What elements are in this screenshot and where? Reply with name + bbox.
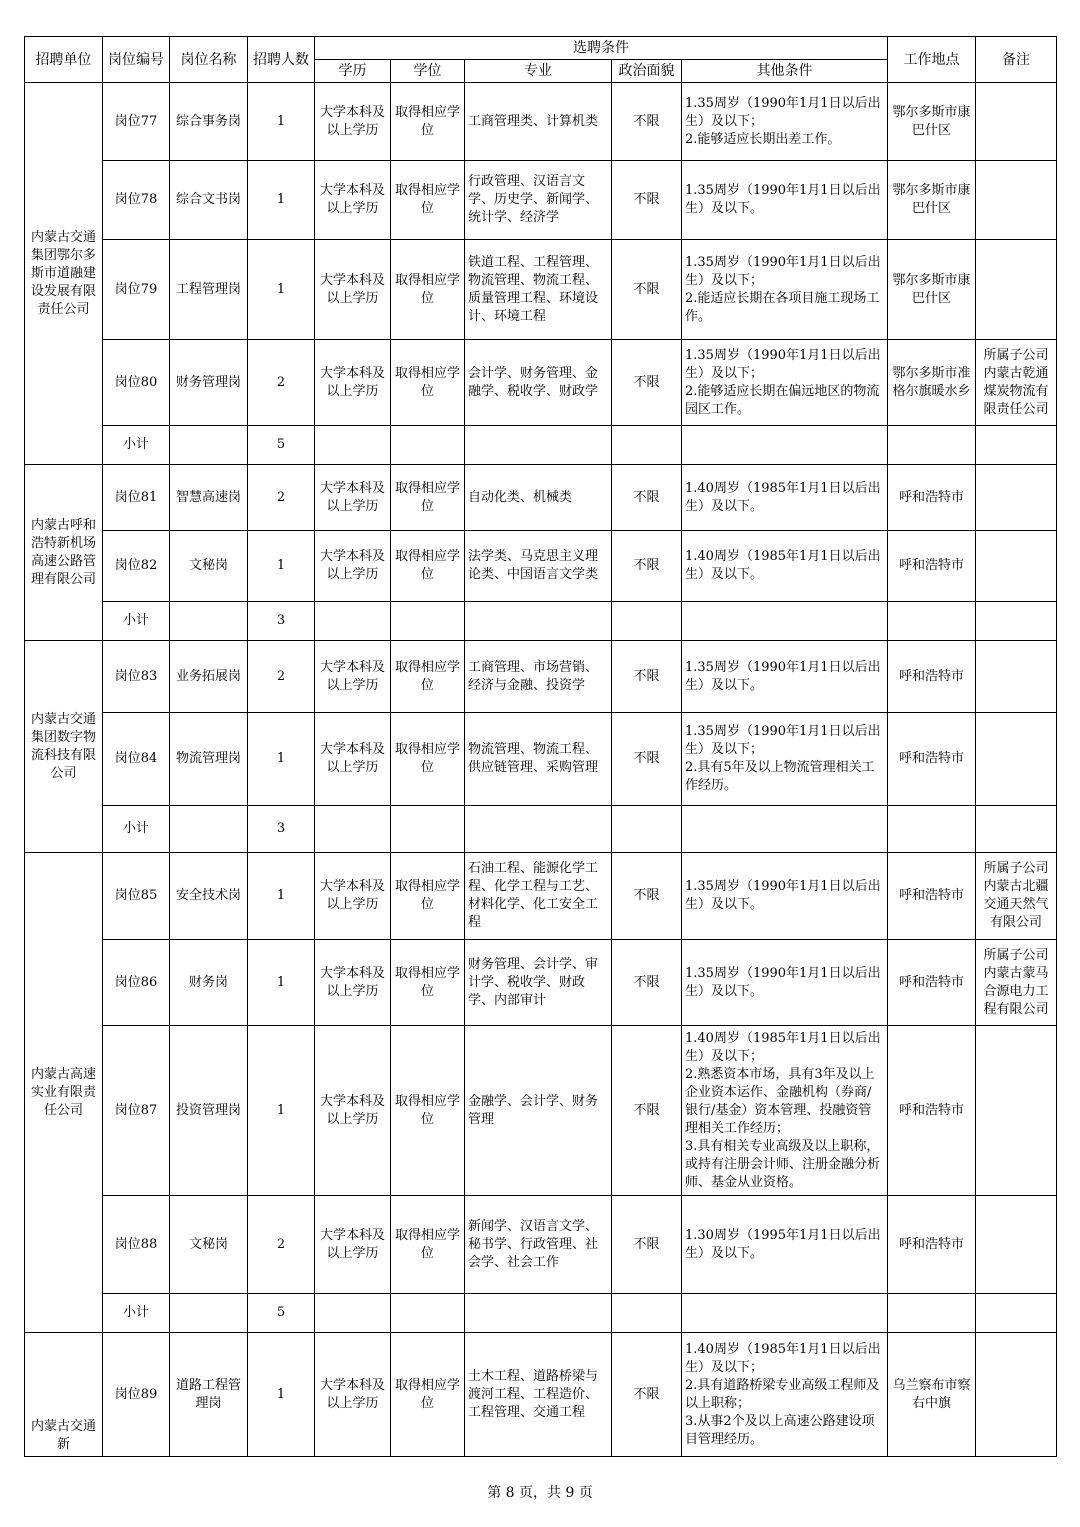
subtotal-row	[25, 426, 1057, 465]
empty-cell	[976, 1294, 1057, 1333]
recruit-count: 1	[248, 853, 315, 940]
other-conditions: 1.40周岁（1985年1月1日以后出生）及以下。	[682, 531, 888, 602]
table-row	[25, 641, 1057, 713]
header-major: 专业	[465, 60, 612, 83]
header-recruit-count: 招聘人数	[248, 37, 315, 83]
position-number: 岗位88	[103, 1196, 170, 1294]
major-requirement: 工商管理、市场营销、经济与金融、投资学	[465, 641, 612, 713]
empty-cell	[976, 602, 1057, 641]
remark	[976, 83, 1057, 161]
political-status: 不限	[612, 940, 682, 1026]
education-requirement: 大学本科及以上学历	[315, 83, 391, 161]
empty-cell	[465, 1294, 612, 1333]
work-location: 鄂尔多斯市准格尔旗暖水乡	[888, 340, 976, 426]
recruit-count: 1	[248, 531, 315, 602]
position-name: 安全技术岗	[170, 853, 248, 940]
header-selection-conditions: 选聘条件	[315, 37, 888, 60]
education-requirement: 大学本科及以上学历	[315, 531, 391, 602]
other-conditions: 1.35周岁（1990年1月1日以后出生）及以下。	[682, 853, 888, 940]
position-name: 综合事务岗	[170, 83, 248, 161]
table-row	[25, 531, 1057, 602]
degree-requirement: 取得相应学位	[391, 713, 465, 806]
empty-cell	[391, 602, 465, 641]
position-name: 工程管理岗	[170, 240, 248, 340]
empty-cell	[612, 426, 682, 465]
table-row	[25, 83, 1057, 161]
subtotal-count: 3	[248, 806, 315, 853]
education-requirement: 大学本科及以上学历	[315, 1333, 391, 1457]
header-work-location: 工作地点	[888, 37, 976, 83]
header-remark: 备注	[976, 37, 1057, 83]
position-name: 智慧高速岗	[170, 465, 248, 531]
subtotal-count: 5	[248, 1294, 315, 1333]
table-row	[25, 1026, 1057, 1196]
political-status: 不限	[612, 161, 682, 240]
work-location: 呼和浩特市	[888, 853, 976, 940]
recruit-count: 2	[248, 465, 315, 531]
position-name: 文秘岗	[170, 531, 248, 602]
political-status: 不限	[612, 713, 682, 806]
empty-cell	[682, 1294, 888, 1333]
education-requirement: 大学本科及以上学历	[315, 1026, 391, 1196]
degree-requirement: 取得相应学位	[391, 940, 465, 1026]
political-status: 不限	[612, 1333, 682, 1457]
education-requirement: 大学本科及以上学历	[315, 713, 391, 806]
empty-cell	[170, 806, 248, 853]
political-status: 不限	[612, 1026, 682, 1196]
education-requirement: 大学本科及以上学历	[315, 940, 391, 1026]
table-row	[25, 940, 1057, 1026]
position-number: 岗位78	[103, 161, 170, 240]
political-status: 不限	[612, 340, 682, 426]
recruiting-unit: 内蒙古交通集团数字物流科技有限公司	[25, 641, 103, 853]
empty-cell	[170, 426, 248, 465]
major-requirement: 金融学、会计学、财务管理	[465, 1026, 612, 1196]
remark: 所属子公司内蒙古乾通煤炭物流有限责任公司	[976, 340, 1057, 426]
empty-cell	[315, 1294, 391, 1333]
table-row	[25, 161, 1057, 240]
empty-cell	[682, 426, 888, 465]
political-status: 不限	[612, 1196, 682, 1294]
position-name: 综合文书岗	[170, 161, 248, 240]
subtotal-label: 小计	[103, 1294, 170, 1333]
work-location: 呼和浩特市	[888, 713, 976, 806]
recruit-count: 2	[248, 1196, 315, 1294]
empty-cell	[391, 1294, 465, 1333]
major-requirement: 石油工程、能源化学工程、化学工程与工艺、材料化学、化工安全工程	[465, 853, 612, 940]
header-other-conditions: 其他条件	[682, 60, 888, 83]
position-number: 岗位81	[103, 465, 170, 531]
work-location: 呼和浩特市	[888, 641, 976, 713]
major-requirement: 铁道工程、工程管理、物流管理、物流工程、质量管理工程、环境设计、环境工程	[465, 240, 612, 340]
subtotal-label: 小计	[103, 806, 170, 853]
political-status: 不限	[612, 465, 682, 531]
header-position-name: 岗位名称	[170, 37, 248, 83]
work-location: 呼和浩特市	[888, 1196, 976, 1294]
recruit-count: 2	[248, 641, 315, 713]
degree-requirement: 取得相应学位	[391, 340, 465, 426]
political-status: 不限	[612, 531, 682, 602]
empty-cell	[465, 426, 612, 465]
remark: 所属子公司内蒙古北疆交通天然气有限公司	[976, 853, 1057, 940]
other-conditions: 1.30周岁（1995年1月1日以后出生）及以下。	[682, 1196, 888, 1294]
subtotal-row	[25, 602, 1057, 641]
remark: 所属子公司内蒙古蒙马合源电力工程有限公司	[976, 940, 1057, 1026]
page-footer: 第 8 页，共 9 页	[487, 1485, 593, 1501]
political-status: 不限	[612, 853, 682, 940]
recruit-count: 2	[248, 340, 315, 426]
header-unit: 招聘单位	[25, 37, 103, 83]
work-location: 鄂尔多斯市康巴什区	[888, 161, 976, 240]
remark	[976, 465, 1057, 531]
subtotal-label: 小计	[103, 426, 170, 465]
recruit-count: 1	[248, 940, 315, 1026]
empty-cell	[976, 426, 1057, 465]
position-number: 岗位89	[103, 1333, 170, 1457]
position-name: 财务岗	[170, 940, 248, 1026]
subtotal-count: 3	[248, 602, 315, 641]
major-requirement: 新闻学、汉语言文学、秘书学、行政管理、社会学、社会工作	[465, 1196, 612, 1294]
empty-cell	[170, 602, 248, 641]
major-requirement: 工商管理类、计算机类	[465, 83, 612, 161]
remark	[976, 1196, 1057, 1294]
empty-cell	[391, 806, 465, 853]
remark	[976, 161, 1057, 240]
work-location: 呼和浩特市	[888, 940, 976, 1026]
position-name: 道路工程管理岗	[170, 1333, 248, 1457]
empty-cell	[888, 426, 976, 465]
empty-cell	[315, 806, 391, 853]
degree-requirement: 取得相应学位	[391, 83, 465, 161]
other-conditions: 1.40周岁（1985年1月1日以后出生）及以下； 2.熟悉资本市场，具有3年及以上企业资本运作、金融机构（券商/银行/基金）资本管理、投融资管理相关工作经历； 3.具有相关专业高级及以上职称，或持有注册会计师、注册金融分析师、基金从业资格。	[682, 1026, 888, 1196]
work-location: 呼和浩特市	[888, 465, 976, 531]
header-degree: 学位	[391, 60, 465, 83]
other-conditions: 1.35周岁（1990年1月1日以后出生）及以下。	[682, 641, 888, 713]
work-location: 呼和浩特市	[888, 531, 976, 602]
position-number: 岗位82	[103, 531, 170, 602]
empty-cell	[888, 806, 976, 853]
degree-requirement: 取得相应学位	[391, 1333, 465, 1457]
major-requirement: 财务管理、会计学、审计学、税收学、财政学、内部审计	[465, 940, 612, 1026]
political-status: 不限	[612, 83, 682, 161]
position-number: 岗位77	[103, 83, 170, 161]
recruit-count: 1	[248, 161, 315, 240]
degree-requirement: 取得相应学位	[391, 161, 465, 240]
recruiting-unit: 内蒙古交通新	[25, 1333, 103, 1457]
empty-cell	[976, 806, 1057, 853]
remark	[976, 531, 1057, 602]
table-row	[25, 465, 1057, 531]
other-conditions: 1.40周岁（1985年1月1日以后出生）及以下。	[682, 465, 888, 531]
position-name: 财务管理岗	[170, 340, 248, 426]
remark	[976, 240, 1057, 340]
degree-requirement: 取得相应学位	[391, 1026, 465, 1196]
other-conditions: 1.35周岁（1990年1月1日以后出生）及以下； 2.具有5年及以上物流管理相关工作经历。	[682, 713, 888, 806]
recruit-count: 1	[248, 713, 315, 806]
empty-cell	[682, 602, 888, 641]
recruit-count: 1	[248, 83, 315, 161]
other-conditions: 1.35周岁（1990年1月1日以后出生）及以下。	[682, 161, 888, 240]
major-requirement: 法学类、马克思主义理论类、中国语言文学类	[465, 531, 612, 602]
major-requirement: 土木工程、道路桥梁与渡河工程、工程造价、工程管理、交通工程	[465, 1333, 612, 1457]
other-conditions: 1.35周岁（1990年1月1日以后出生）及以下； 2.能够适应长期出差工作。	[682, 83, 888, 161]
header-education: 学历	[315, 60, 391, 83]
subtotal-count: 5	[248, 426, 315, 465]
degree-requirement: 取得相应学位	[391, 853, 465, 940]
recruit-count: 1	[248, 240, 315, 340]
work-location: 鄂尔多斯市康巴什区	[888, 83, 976, 161]
work-location: 呼和浩特市	[888, 1026, 976, 1196]
empty-cell	[612, 602, 682, 641]
empty-cell	[465, 806, 612, 853]
empty-cell	[170, 1294, 248, 1333]
position-number: 岗位80	[103, 340, 170, 426]
education-requirement: 大学本科及以上学历	[315, 240, 391, 340]
major-requirement: 会计学、财务管理、金融学、税收学、财政学	[465, 340, 612, 426]
other-conditions: 1.35周岁（1990年1月1日以后出生）及以下。	[682, 940, 888, 1026]
subtotal-row	[25, 1294, 1057, 1333]
empty-cell	[315, 426, 391, 465]
degree-requirement: 取得相应学位	[391, 641, 465, 713]
subtotal-label: 小计	[103, 602, 170, 641]
recruiting-unit: 内蒙古呼和浩特新机场高速公路管理有限公司	[25, 465, 103, 641]
recruitment-table	[24, 36, 1057, 1457]
education-requirement: 大学本科及以上学历	[315, 853, 391, 940]
empty-cell	[682, 806, 888, 853]
position-name: 业务拓展岗	[170, 641, 248, 713]
empty-cell	[888, 1294, 976, 1333]
degree-requirement: 取得相应学位	[391, 465, 465, 531]
degree-requirement: 取得相应学位	[391, 240, 465, 340]
degree-requirement: 取得相应学位	[391, 1196, 465, 1294]
major-requirement: 自动化类、机械类	[465, 465, 612, 531]
degree-requirement: 取得相应学位	[391, 531, 465, 602]
remark	[976, 1026, 1057, 1196]
empty-cell	[888, 602, 976, 641]
table-body	[25, 83, 1057, 1457]
major-requirement: 行政管理、汉语言文学、历史学、新闻学、统计学、经济学	[465, 161, 612, 240]
table-row	[25, 1196, 1057, 1294]
header-political-status: 政治面貌	[612, 60, 682, 83]
position-number: 岗位85	[103, 853, 170, 940]
position-name: 文秘岗	[170, 1196, 248, 1294]
political-status: 不限	[612, 240, 682, 340]
position-number: 岗位83	[103, 641, 170, 713]
work-location: 鄂尔多斯市康巴什区	[888, 240, 976, 340]
position-name: 投资管理岗	[170, 1026, 248, 1196]
work-location: 乌兰察布市察右中旗	[888, 1333, 976, 1457]
empty-cell	[315, 602, 391, 641]
table-row	[25, 340, 1057, 426]
empty-cell	[612, 1294, 682, 1333]
recruit-count: 1	[248, 1026, 315, 1196]
position-number: 岗位86	[103, 940, 170, 1026]
table-row	[25, 240, 1057, 340]
position-name: 物流管理岗	[170, 713, 248, 806]
header-position-number: 岗位编号	[103, 37, 170, 83]
table-row	[25, 1333, 1057, 1457]
education-requirement: 大学本科及以上学历	[315, 465, 391, 531]
subtotal-row	[25, 806, 1057, 853]
empty-cell	[612, 806, 682, 853]
other-conditions: 1.35周岁（1990年1月1日以后出生）及以下； 2.能适应长期在各项目施工现场工作。	[682, 240, 888, 340]
education-requirement: 大学本科及以上学历	[315, 641, 391, 713]
political-status: 不限	[612, 641, 682, 713]
remark	[976, 713, 1057, 806]
position-number: 岗位87	[103, 1026, 170, 1196]
recruit-count: 1	[248, 1333, 315, 1457]
other-conditions: 1.35周岁（1990年1月1日以后出生）及以下； 2.能够适应长期在偏远地区的物流园区工作。	[682, 340, 888, 426]
other-conditions: 1.40周岁（1985年1月1日以后出生）及以下； 2.具有道路桥梁专业高级工程师及以上职称； 3.从事2个及以上高速公路建设项目管理经历。	[682, 1333, 888, 1457]
table-row	[25, 853, 1057, 940]
position-number: 岗位84	[103, 713, 170, 806]
remark	[976, 1333, 1057, 1457]
remark	[976, 641, 1057, 713]
empty-cell	[391, 426, 465, 465]
position-number: 岗位79	[103, 240, 170, 340]
major-requirement: 物流管理、物流工程、供应链管理、采购管理	[465, 713, 612, 806]
education-requirement: 大学本科及以上学历	[315, 161, 391, 240]
recruiting-unit: 内蒙古交通集团鄂尔多斯市道融建设发展有限责任公司	[25, 83, 103, 465]
education-requirement: 大学本科及以上学历	[315, 1196, 391, 1294]
empty-cell	[465, 602, 612, 641]
table-row	[25, 713, 1057, 806]
education-requirement: 大学本科及以上学历	[315, 340, 391, 426]
recruiting-unit: 内蒙古高速实业有限责任公司	[25, 853, 103, 1333]
